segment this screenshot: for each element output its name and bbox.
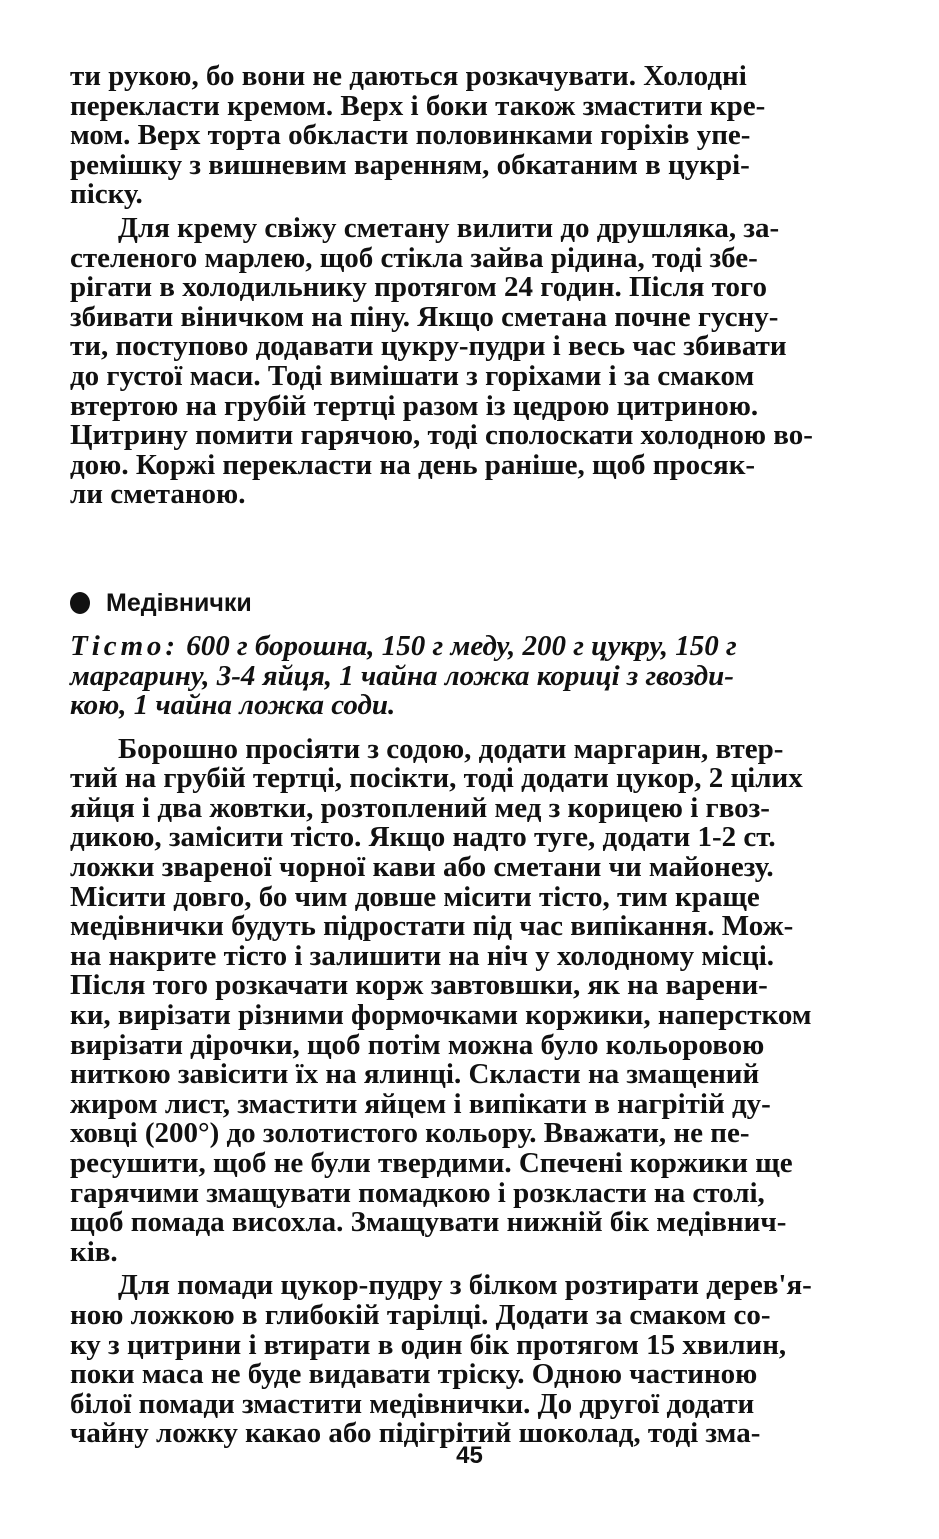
bullet-icon	[70, 592, 90, 614]
recipe-title: Медівнички	[106, 588, 252, 617]
paragraph-cream: Для крему свіжу сметану вилити до друшляка, за- стеленого марлею, щоб стікла зайва рідина, тоді збе- рігати в холодильнику протягом 24 годин. Після того збивати віничком на піну. Якщо сметана почне гусну- ти, поступово додавати цукру-пудри і весь час збивати до густої маси. Тоді вимішати з горіхами і за смаком втертою на грубій тертці разом із цедрою цитриною. Цитрину помити гарячою, тоді сполоскати холодною во- дою. Коржі перекласти на день раніше, щоб просяк- ли сметаною.	[70, 211, 813, 511]
paragraph-continued: ти рукою, бо вони не даються розкачувати. Холодні перекласти кремом. Верх і боки також змастити кре- мом. Верх торта обкласти половинками горіхів упе- ремішку з вишневим варенням, обкатаним в цукрі- піску.	[70, 60, 766, 211]
book-page	[70, 62, 865, 1449]
ingredients-label: Тісто:	[70, 629, 179, 662]
ingredients-list	[70, 629, 865, 722]
paragraph-glaze: Для помади цукор-пудру з білком розтирати дерев'я- ною ложкою в глибокій тарілці. Додати за смаком со- ку з цитрини і втирати в один бік протягом 15 хвилин, поки маса не буде видавати тріску. Одною частиною білої помади змастити медівнички. До другої додати чайну ложку какао або підігрітий шоколад, тоді зма-	[70, 1269, 812, 1450]
section-gap	[70, 510, 865, 588]
paragraph-method: Борошно просіяти з содою, додати маргарин, втер- тий на грубій тертці, посікти, тоді додати цукор, 2 цілих яйця і два жовтки, розтоплений мед з корицею і гвоз- дикою, замісити тісто. Якщо надто туге, додати 1-2 ст. ложки звареної чорної кави або сметани чи майонезу. Місити довго, бо чим довше місити тісто, тим краще медівнички будуть підростати під час випікання. Мож- на накрите тісто і залишити на ніч у холодному місці. Після того розкачати корж завтовшки, як на варени- ки, вирізати різними формочками коржики, наперстком вирізати дірочки, щоб потім можна було кольоровою ниткою завісити їх на ялинці. Скласти на змащений жиром лист, змастити яйцем і випікати в нагрітій ду- ховці (200°) до золотистого кольору. Вважати, не пе- ресушити, щоб не були твердими. Спечені коржики ще гарячими змащувати помадкою і розкласти на столі, щоб помада висохла. Змащувати нижній бік медівнич- ків.	[70, 732, 812, 1268]
recipe-heading	[70, 588, 865, 618]
page-number: 45	[456, 1442, 483, 1469]
ingredients-text: 600 г борошна, 150 г меду, 200 г цукру, 150 г маргарину, 3-4 яйця, 1 чайна ложка кориці з гвозди- кою, 1 чайна ложка соди.	[70, 629, 737, 722]
